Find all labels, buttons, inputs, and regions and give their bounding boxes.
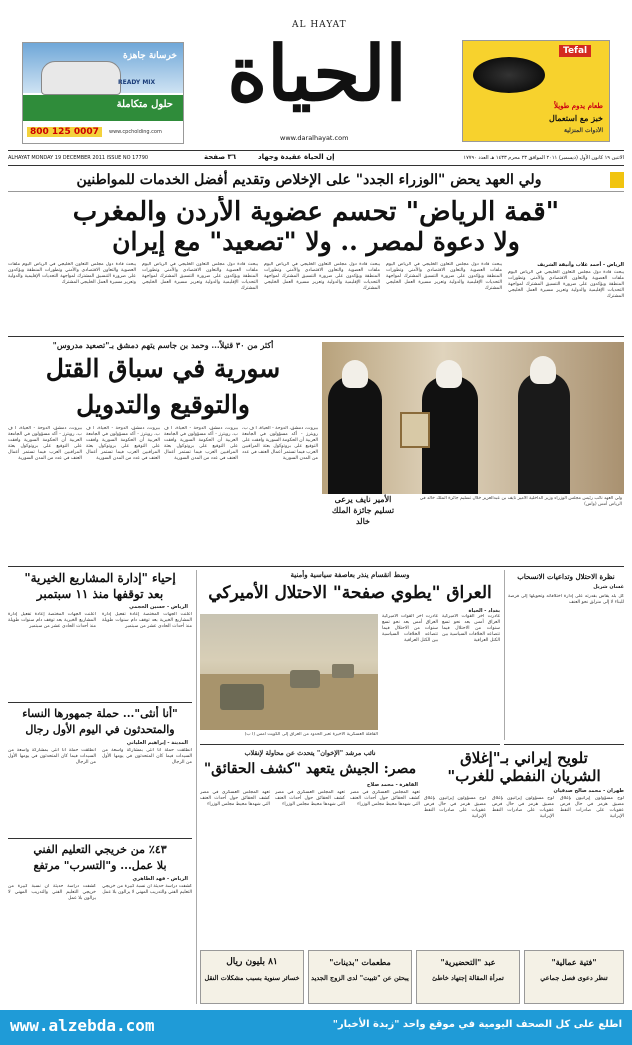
bottom-box-4-title: "فتية عمالية" — [551, 957, 597, 967]
egypt-body-col-2: تعهد المجلس العسكري في مصر كشف الحقائق حول أحداث العنف التي شهدها محيط مجلس الوزراء — [275, 790, 345, 807]
graduates-headline-1[interactable]: ٤٣٪ من خريجي التعليم الفني — [33, 843, 167, 856]
top-banner[interactable] — [8, 168, 624, 192]
ad-left-site: www.cpcholding.com — [109, 129, 162, 135]
iran-dateline: طهران - محمد صالح صدقيان — [553, 788, 624, 794]
photo-figure-1-head — [342, 360, 368, 388]
photo-caption-title: الأمير نايف يرعى تسليم جائزة الملك خالد — [331, 494, 395, 526]
iraq-vehicle-3-icon — [332, 664, 354, 678]
graduates-byline: الرياض - فهد الطاهري — [132, 876, 188, 882]
footer-slogan: اطلع على كل الصحف اليومية في موقع واحد "زبدة الأخبار" — [332, 1019, 622, 1030]
charity-headline-2[interactable]: بعد توقفها منذ ١١ سبتمبر — [36, 587, 164, 601]
divider-vertical-right — [504, 570, 505, 740]
ad-left[interactable] — [22, 42, 184, 144]
syria-body-col-3: بيروت، دمشق، الدوحة - الحياة، أ ف ب، رويترز - أكد مسؤولون في الجامعة العربية أن الحكومة السورية وافقت على التوقيع على بروتوكول بعثة المراقبين العرب فيما تستمر أعمال العنف في عدد من المدن السورية — [164, 426, 238, 461]
withdrawal-byline: غسان شربل — [593, 584, 624, 590]
bottom-box-1-sub: خسائر سنوية بسبب مشكلات النقل — [204, 974, 300, 982]
iraq-photo[interactable] — [200, 614, 378, 730]
iraq-kicker: وسط انقسام ينذر بعاصفة سياسية وأمنية — [290, 570, 410, 579]
women-headline-2[interactable]: والمتحدثون في اليوم الأول رجال — [25, 723, 175, 736]
bottom-box-4[interactable] — [524, 950, 624, 1004]
iran-body-col-3: لوح مسؤولون إيرانيون بإغلاق مضيق هرمز في حال فرض عقوبات على صادرات النفط الإيرانية — [560, 796, 624, 819]
photo-figure-2 — [422, 376, 478, 494]
photo-figure-2-head — [436, 360, 462, 388]
syria-body-col-2: بيروت، دمشق، الدوحة - الحياة، أ ف ب، رويترز - أكد مسؤولون في الجامعة العربية أن الحكومة السورية وافقت على التوقيع على بروتوكول بعثة المراقبين العرب فيما تستمر أعمال العنف في عدد من المدن السورية — [86, 426, 160, 461]
ad-left-truck-icon — [41, 61, 121, 95]
banner-marker-icon — [610, 172, 624, 188]
photo-award-icon — [400, 412, 430, 448]
lead-body-col-5: يبحث قادة دول مجلس التعاون الخليجي في الرياض اليوم ملفات العضوية والتعاون الاقتصادي والأمني وتطورات المنطقة ويؤكدون على ضرورة التنسيق المشترك لمواجهة التحديات الإقليمية والدولية وتعزيز مسيرة العمل الخليجي المشترك — [8, 262, 136, 285]
logo-arabic: الحياة — [227, 30, 407, 118]
divider-iraq — [200, 744, 500, 745]
ad-right[interactable] — [462, 40, 610, 142]
lead-photo[interactable] — [322, 342, 624, 494]
lead-body-col-4: يبحث قادة دول مجلس التعاون الخليجي في الرياض اليوم ملفات العضوية والتعاون الاقتصادي والأمني وتطورات المنطقة ويؤكدون على ضرورة التنسيق المشترك لمواجهة التحديات الإقليمية والدولية وتعزيز مسيرة العمل الخليجي المشترك — [142, 262, 258, 291]
bottom-box-3-sub: تمرأة المقالة إجتهاد خاطئ — [432, 974, 504, 982]
syria-headline-2[interactable]: والتوقيع والتدويل — [76, 390, 250, 419]
charity-headline-1[interactable]: إحياء "إدارة المشاريع الخيرية" — [24, 571, 176, 585]
divider-lead — [8, 336, 624, 337]
website[interactable]: www.daralhayat.com — [280, 134, 349, 142]
divider-mid — [8, 566, 624, 567]
withdrawal-headline[interactable]: نظرة الاحتلال وتداعيات الانسحاب — [517, 572, 615, 581]
photo-figure-1 — [328, 376, 382, 494]
lead-byline: الرياض - أحمد غلاب وأنيقة الشريف — [537, 262, 624, 268]
withdrawal-body: كل بلد يقاس بقدرته على إدارة اختلافاته وتحويلها إلى فرصة للبناء لا إلى منزلق نحو العنف — [508, 594, 624, 605]
bottom-box-3-title: عبد "التحضيرية" — [440, 957, 496, 967]
iraq-vehicle-2-icon — [290, 670, 320, 688]
divider-withdrawal — [504, 744, 624, 745]
photo-figure-3 — [518, 372, 570, 494]
bottom-box-2-title: مطعمات "بدينات" — [329, 957, 391, 967]
bottom-box-2-sub: يبحثن عن "تثبيت" لدى الزوج الجديد — [311, 974, 409, 982]
iraq-headline[interactable]: العراق "يطوي صفحة" الاحتلال الأميركي — [208, 583, 492, 603]
ad-right-brand: Tefal — [559, 45, 591, 57]
lead-body-col-3: يبحث قادة دول مجلس التعاون الخليجي في الرياض اليوم ملفات العضوية والتعاون الاقتصادي والأمني وتطورات المنطقة ويؤكدون على ضرورة التنسيق المشترك لمواجهة التحديات الإقليمية والدولية وتعزيز مسيرة العمل الخليجي المشترك — [264, 262, 380, 291]
photo-caption-text: ولي العهد نائب رئيس مجلس الوزراء وزير الداخلية الأمير نايف بن عبدالعزيز خلال تسليم جائزة الملك خالد في الرياض أمس (واس) — [419, 496, 622, 507]
iran-headline-2[interactable]: الشريان النفطي للغرب" — [447, 767, 601, 785]
date-latin: ALHAYAT MONDAY 19 DECEMBER 2011 ISSUE NO 17790 — [8, 155, 149, 161]
logo-latin: AL HAYAT — [292, 20, 347, 30]
ad-left-line: حلول متكاملة — [116, 99, 173, 110]
masthead — [0, 0, 632, 150]
syria-body-col-1: بيروت، دمشق، الدوحة - الحياة، أ ف ب، رويترز - أكد مسؤولون في الجامعة العربية أن الحكومة السورية وافقت على التوقيع على بروتوكول بعثة المراقبين العرب فيما تستمر أعمال العنف في عدد من المدن السورية — [8, 426, 82, 461]
photo-caption-box — [326, 494, 622, 536]
syria-body-col-4: بيروت، دمشق، الدوحة - الحياة، أ ف ب، رويترز - أكد مسؤولون في الجامعة العربية أن الحكومة السورية وافقت على التوقيع على بروتوكول بعثة المراقبين العرب فيما تستمر أعمال العنف في عدد من المدن السورية — [242, 426, 318, 461]
footer-bar[interactable] — [0, 1010, 632, 1045]
charity-body-col-1: أعلنت الجهات المختصة إعادة تفعيل إدارة المشاريع الخيرية بعد توقف دام سنوات طويلة منذ أحداث الحادي عشر من سبتمبر — [8, 612, 96, 629]
iraq-vehicle-1-icon — [220, 684, 264, 710]
charity-byline: الرياض - حسين الحجمي — [129, 604, 188, 610]
ad-right-line2: خبز مع استعمال — [549, 113, 603, 123]
photo-figure-3-head — [530, 356, 556, 384]
egypt-body-col-1: تعهد المجلس العسكري في مصر كشف الحقائق حول أحداث العنف التي شهدها محيط مجلس الوزراء — [200, 790, 270, 807]
bottom-box-1-title: ٨١ بليون ريال — [226, 957, 278, 967]
bottom-box-1[interactable] — [200, 950, 304, 1004]
graduates-body-col-2: كشفت دراسة حديثة أن نسبة كبيرة من خريجي التعليم الفني والتدريب المهني لا يزالون بلا عمل — [102, 884, 192, 895]
egypt-body-col-3: تعهد المجلس العسكري في مصر كشف الحقائق حول أحداث العنف التي شهدها محيط مجلس الوزراء — [350, 790, 420, 807]
syria-headline-1[interactable]: سورية في سباق القتل — [45, 354, 281, 383]
lead-body-col-2: يبحث قادة دول مجلس التعاون الخليجي في الرياض اليوم ملفات العضوية والتعاون الاقتصادي والأمني وتطورات المنطقة ويؤكدون على ضرورة التنسيق المشترك لمواجهة التحديات الإقليمية والدولية وتعزيز مسيرة العمل الخليجي المشترك — [386, 262, 502, 291]
graduates-body-col-1: كشفت دراسة حديثة أن نسبة كبيرة من خريجي التعليم الفني والتدريب المهني لا يزالون بلا عمل — [8, 884, 96, 901]
egypt-headline[interactable]: مصر: الجيش يتعهد "كشف الحقائق" — [203, 761, 417, 777]
slogan: إن الحياة عقيدة وجهاد — [258, 153, 335, 161]
syria-kicker: أكثر من ٣٠ قتيلاً... وحمد بن جاسم يتهم دمشق بـ"تصعيد مدروس" — [52, 340, 274, 350]
bottom-box-4-sub: تنظر دعوى فصل جماعي — [540, 974, 608, 982]
lead-body-col-1: يبحث قادة دول مجلس التعاون الخليجي في الرياض اليوم ملفات العضوية والتعاون الاقتصادي والأمني وتطورات المنطقة ويؤكدون على ضرورة التنسيق المشترك لمواجهة التحديات الإقليمية والدولية وتعزيز مسيرة العمل الخليجي المشترك — [508, 270, 624, 299]
women-body-col-2: انطلقت حملة أنا أنثى بمشاركة واسعة من السيدات فيما كان المتحدثون في يومها الأول من الرجال — [102, 748, 192, 765]
ad-left-title: خرسانة جاهزة — [122, 51, 177, 61]
ad-right-line1: طعام يدوم طويلاً — [554, 101, 603, 110]
women-body-col-1: انطلقت حملة أنا أنثى بمشاركة واسعة من السيدات فيما كان المتحدثون في يومها الأول من الرجال — [8, 748, 96, 765]
egypt-dateline: القاهرة - محمد صلاح — [366, 782, 418, 788]
women-headline-1[interactable]: "أنا أنثى"... حملة جمهورها النساء — [22, 707, 178, 720]
ad-left-phone: 800 125 0007 — [27, 127, 102, 137]
iran-body-col-1: لوح مسؤولون إيرانيون بإغلاق مضيق هرمز في حال فرض عقوبات على صادرات النفط الإيرانية — [424, 796, 486, 819]
ad-right-line3: الأدوات المنزلية — [563, 127, 603, 134]
divider-left-2 — [8, 838, 192, 839]
date-arabic: الاثنين ١٩ كانون الأول (ديسمبر) ٢٠١١ الموافق ٢٣ محرم ١٤٣٣ هـ العدد ١٧٧٩٠ — [463, 155, 624, 161]
lead-headline-1[interactable]: "قمة الرياض" تحسم عضوية الأردن والمغرب — [72, 197, 560, 227]
iraq-photo-caption: القافلة العسكرية الأخيرة تعبر الحدود من العراق إلى الكويت أمس (أ ب) — [244, 732, 378, 737]
lead-headline-2[interactable]: ولا دعوة لمصر .. ولا "تصعيد" مع إيران — [112, 227, 520, 256]
ad-right-pan-icon — [473, 57, 545, 93]
bottom-box-3[interactable] — [416, 950, 520, 1004]
divider-left-1 — [8, 702, 192, 703]
graduates-headline-2[interactable]: بلا عمل... و"التسرب" مرتفع — [33, 859, 167, 872]
charity-body-col-2: أعلنت الجهات المختصة إعادة تفعيل إدارة المشاريع الخيرية بعد توقف دام سنوات طويلة منذ أحداث الحادي عشر من سبتمبر — [102, 612, 192, 629]
women-byline: المدينة - إبراهيم العلياني — [126, 740, 188, 746]
iran-body-col-2: لوح مسؤولون إيرانيون بإغلاق مضيق هرمز في حال فرض عقوبات على صادرات النفط الإيرانية — [492, 796, 554, 819]
iran-headline-1[interactable]: تلويح إيراني بـ"إغلاق — [460, 749, 588, 767]
date-bar — [8, 150, 624, 166]
top-banner-headline: ولي العهد يحض "الوزراء الجدد" على الإخلاص وتقديم أفضل الخدمات للمواطنين — [76, 172, 542, 188]
ad-left-brand: READY MIX — [118, 79, 156, 86]
page-count: ٣٦ صفحة — [204, 153, 237, 161]
footer-site[interactable]: www.alzebda.com — [10, 1016, 155, 1035]
iraq-dateline: بغداد - الحياة — [468, 608, 500, 614]
iraq-body-col-2: غادرت آخر القوات الأميركية العراق أمس بعد نحو تسع سنوات من الاحتلال فيما تتصاعد الخلافات السياسية بين الكتل العراقية — [442, 614, 500, 643]
egypt-kicker: نائب مرشد "الإخوان" يتحدث عن محاولة لإنقلاب — [244, 749, 376, 757]
iraq-body-col-1: غادرت آخر القوات الأميركية العراق أمس بعد نحو تسع سنوات من الاحتلال فيما تتصاعد الخلافات السياسية بين الكتل العراقية — [382, 614, 438, 643]
divider-vertical-left — [196, 570, 197, 1004]
bottom-box-2[interactable] — [308, 950, 412, 1004]
